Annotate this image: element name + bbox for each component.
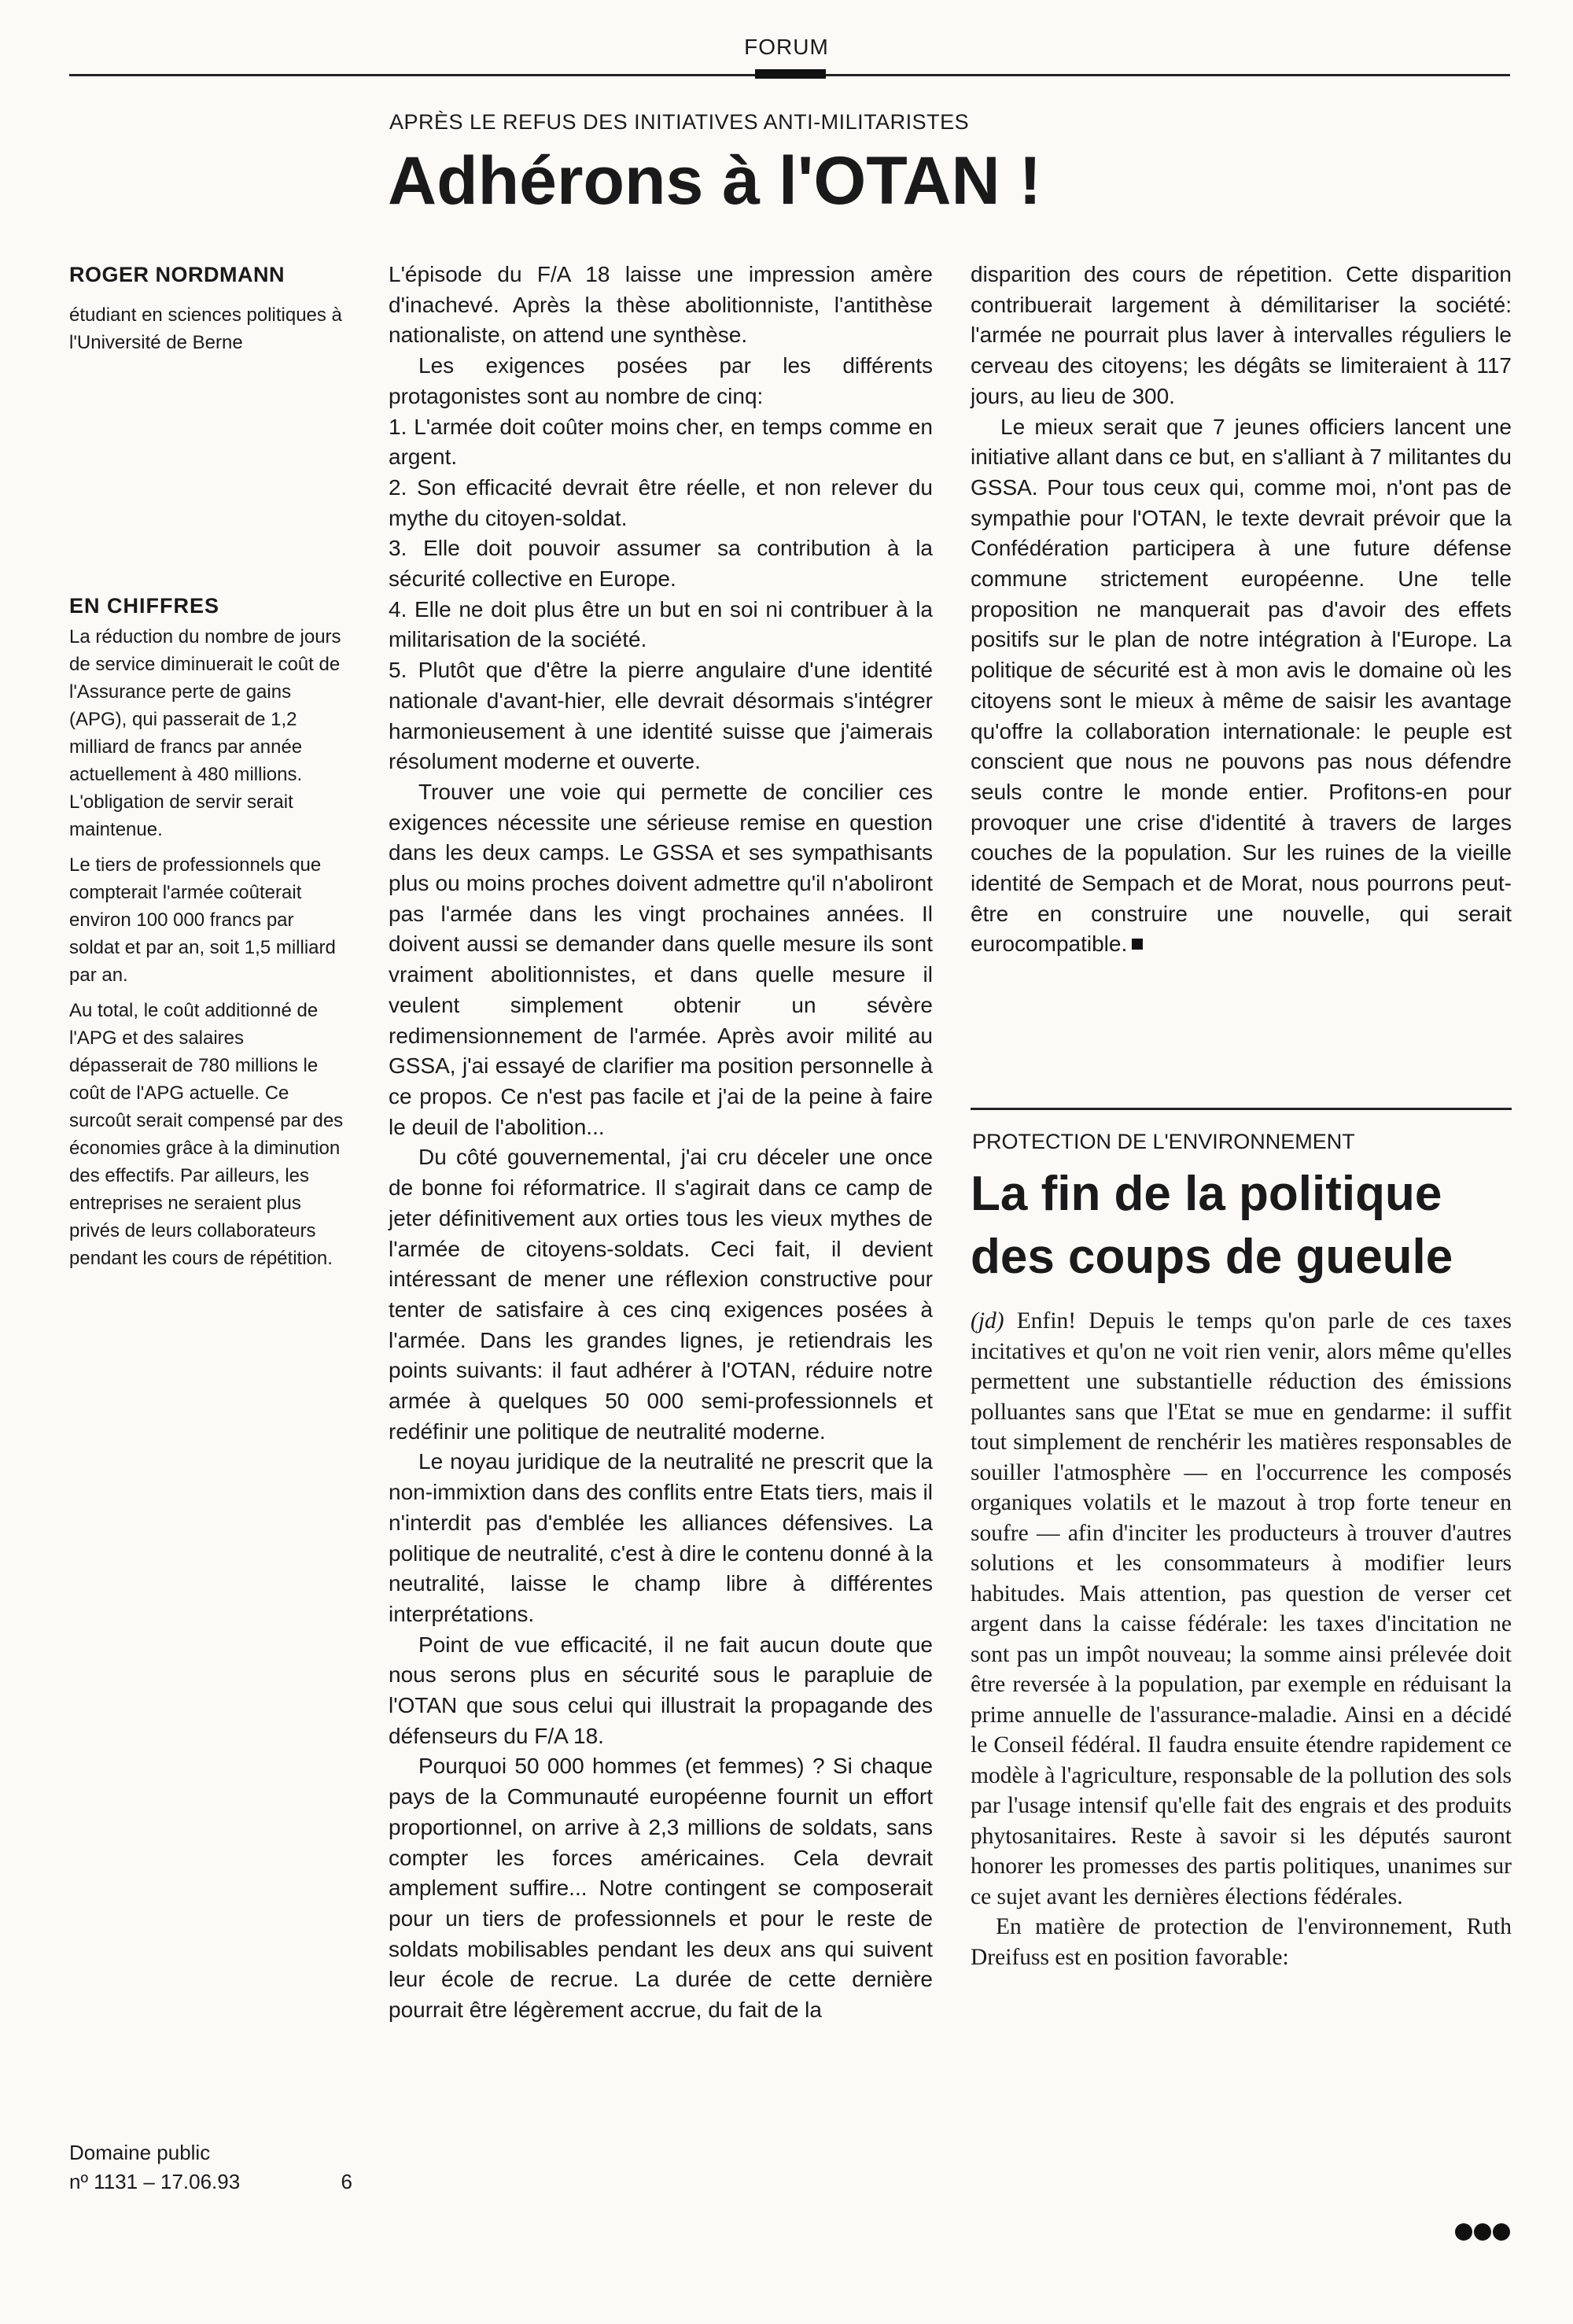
publication-name: Domaine public	[69, 2141, 211, 2164]
continued-mark	[1453, 2223, 1510, 2245]
paragraph	[971, 412, 1512, 961]
paragraph: Les exigences posées par les différents protagonistes sont au nombre de cinq:	[389, 353, 933, 408]
continued-dot	[1455, 2223, 1472, 2241]
sidebar	[69, 261, 344, 1280]
issue-number: nº 1131 – 17.06.93	[69, 2170, 241, 2193]
article2-title-line: des coups de gueule	[971, 1230, 1453, 1284]
paragraph	[971, 1306, 1512, 1912]
paragraph: Le noyau juridique de la neutralité ne prescrit que la non-immixtion dans des conflits entre Etats tiers, mais il n'interdit pas d'emblée les alliances défensives. La politique de neutralité, c'est à dire le contenu donné à la neutralité, laisse le champ libre à différentes interprétations.	[389, 1449, 933, 1626]
paragraph-text: Enfin! Depuis le temps qu'on parle de ces taxes incitatives et qu'on ne voit rien venir, alors même qu'elles permettent une substantielle réduction des émissions polluantes sans que l'Etat se mue en gendarme: il suffit tout simplement de renchérir les matières responsables de souiller l'atmosphère — en l'occurrence les composés organiques volatils et le mazout à trop forte teneur en soufre — afin d'inciter les producteurs à trouver d'autres solutions et les consommateurs à modifier leurs habitudes. Mais attention, pas question de verser cet argent dans la caisse fédérale: les taxes d'incitation ne sont pas un impôt nouveau; la somme ainsi prélevée doit être reversée à la population, par exemple en réduisant la prime annuelle de l'assurance-maladie. Ainsi en a décidé le Conseil fédéral. Il faudra ensuite étendre rapidement ce modèle à l'agriculture, responsable de la pollution des sols par l'usage intensif qu'elle fait des engrais et des produits phytosanitaires. Reste à savoir si les députés sauront honorer les promesses des partis politiques, unanimes sur ce sujet avant les dernières élections fédérales.	[971, 1308, 1512, 1909]
paragraph: Du côté gouvernemental, j'ai cru déceler une once de bonne foi réformatrice. Il s'agirait dans ce camp de jeter définitivement aux orties tous les vieux mythes de l'armée de citoyens-soldats. Ceci fait, il devient intéressant de mener une réflexion constructive pour tenter de satisfaire à ces cinq exigences posées à l'armée. Dans les grandes lignes, je retiendrais les points suivants: il faut adhérer à l'OTAN, réduire notre armée à quelques 50 000 semi-professionnels et redéfinir une politique de neutralité moderne.	[389, 1145, 933, 1444]
page-number: 6	[341, 2170, 352, 2193]
article2-title	[971, 1163, 1521, 1289]
byline: (jd)	[971, 1308, 1004, 1334]
list-item: 4. Elle ne doit plus être un but en soi ni contribuer à la militarisation de la société.	[389, 596, 933, 652]
list-item: 3. Elle doit pouvoir assumer sa contribution à la sécurité collective en Europe.	[389, 536, 933, 592]
footer	[69, 2138, 352, 2197]
paragraph: Pourquoi 50 000 hommes (et femmes) ? Si chaque pays de la Communauté européenne fournit un effort proportionnel, on arrive à 2,3 millions de soldats, sans compter les forces américaines. Cela devrait amplement suffire... Notre contingent se composerait pour un tiers de professionnels et pour le reste de soldats mobilisables pendant les deux ans qui suivent leur école de recrue. La durée de cette dernière pourrait être légèrement accrue, du fait de la	[389, 1754, 933, 2023]
article-separator	[971, 1108, 1512, 1110]
article-title: Adhérons à l'OTAN !	[388, 143, 1042, 219]
list-item: 1. L'armée doit coûter moins cher, en temps comme en argent.	[389, 414, 933, 470]
article2-kicker: PROTECTION DE L'ENVIRONNEMENT	[972, 1130, 1355, 1153]
paragraph: L'épisode du F/A 18 laisse une impression amère d'inachevé. Après la thèse abolitionniste, l'antithèse nationaliste, on attend une synthèse.	[389, 262, 933, 348]
paragraph: disparition des cours de répetition. Cette disparition contribuerait largement à démilitariser la société: l'armée ne pourrait plus laver à intervalles réguliers le cerveau des citoyens; les dégâts se limiteraient à 117 jours, au lieu de 300.	[971, 262, 1512, 408]
figures-paragraph: La réduction du nombre de jours de service diminuerait le coût de l'Assurance perte de gains (APG), qui passerait de 1,2 milliard de francs par année actuellement à 480 millions. L'obligation de servir serait maintenue.	[69, 626, 341, 840]
end-of-article-mark	[1132, 939, 1143, 950]
list-item: 5. Plutôt que d'être la pierre angulaire d'une identité nationale d'avant-hier, elle devrait désormais s'intégrer harmonieusement à une identité suisse que j'aimerais résolument moderne et ouverte.	[389, 658, 933, 774]
paragraph-text: Le mieux serait que 7 jeunes officiers lancent une initiative allant dans ce but, en s'alliant à 7 militantes du GSSA. Pour tous ceux qui, comme moi, n'ont pas de sympathie pour l'OTAN, le texte devrait prévoir que la Confédération participera à une future défense commune strictement européenne. Une telle proposition ne manquerait pas d'avoir des effets positifs sur le plan de notre intégration à l'Europe. La politique de sécurité est à mon avis le domaine où les citoyens sont le mieux à même de saisir les avantage qu'offre la collaboration internationale: le peuple est conscient que nous ne pouvons pas nous défendre seuls contre le monde entier. Profitons-en pour provoquer une crise d'identité à travers de larges couches de la population. Sur les ruines de la vieille identité de Sempach et de Morat, nous pourrons peut-être en construire une nouvelle, qui serait eurocompatible.	[971, 414, 1512, 957]
paragraph: En matière de protection de l'environnement, Ruth Dreifuss est en position favorable:	[971, 1914, 1512, 1970]
author-name: ROGER NORDMANN	[69, 263, 285, 286]
figures-title: EN CHIFFRES	[69, 594, 220, 618]
article-column-1	[389, 260, 933, 2026]
paragraph: Point de vue efficacité, il ne fait aucun doute que nous serons plus en sécurité sous le parapluie de l'OTAN que sous celui qui illustrait la propagande des défenseurs du F/A 18.	[389, 1632, 933, 1748]
figures-box	[69, 623, 344, 1272]
section-label: FORUM	[744, 35, 829, 59]
article-column-2	[971, 260, 1512, 960]
continued-dot	[1474, 2223, 1491, 2241]
figures-paragraph: Le tiers de professionnels que compterait l'armée coûterait environ 100 000 francs par soldat et par an, soit 1,5 milliard par an.	[69, 854, 336, 986]
article-kicker: APRÈS LE REFUS DES INITIATIVES ANTI-MILITARISTES	[389, 110, 970, 134]
list-item: 2. Son efficacité devrait être réelle, et non relever du mythe du citoyen-soldat.	[389, 474, 933, 530]
article2-body	[971, 1306, 1512, 1972]
continued-dot	[1493, 2223, 1510, 2241]
paragraph: Trouver une voie qui permette de concilier ces exigences nécessite une sérieuse remise en question dans les deux camps. Le GSSA et ses sympathisants plus ou moins proches doivent admettre qu'il n'aboliront pas l'armée dans les vingt prochaines années. Il doivent aussi se demander dans quelle mesure ils sont vraiment abolitionnistes, et dans quelle mesure il veulent simplement obtenir un sévère redimensionnement de l'armée. Après avoir milité au GSSA, j'ai essayé de clarifier ma position personnelle à ce propos. Ce n'est pas facile et j'ai de la peine à faire le deuil de l'abolition...	[389, 779, 933, 1139]
header-marker	[755, 69, 826, 79]
article2-title-line: La fin de la politique	[971, 1167, 1442, 1221]
figures-paragraph: Au total, le coût additionné de l'APG et des salaires dépasserait de 780 millions le coût de l'APG actuelle. Ce surcoût serait compensé par des économies grâce à la diminution des effectifs. Par ailleurs, les entreprises ne seraient plus privés de leurs collaborateurs pendant les cours de répétition.	[69, 1000, 344, 1269]
author-role: étudiant en sciences politiques à l'Université de Berne	[69, 304, 342, 353]
